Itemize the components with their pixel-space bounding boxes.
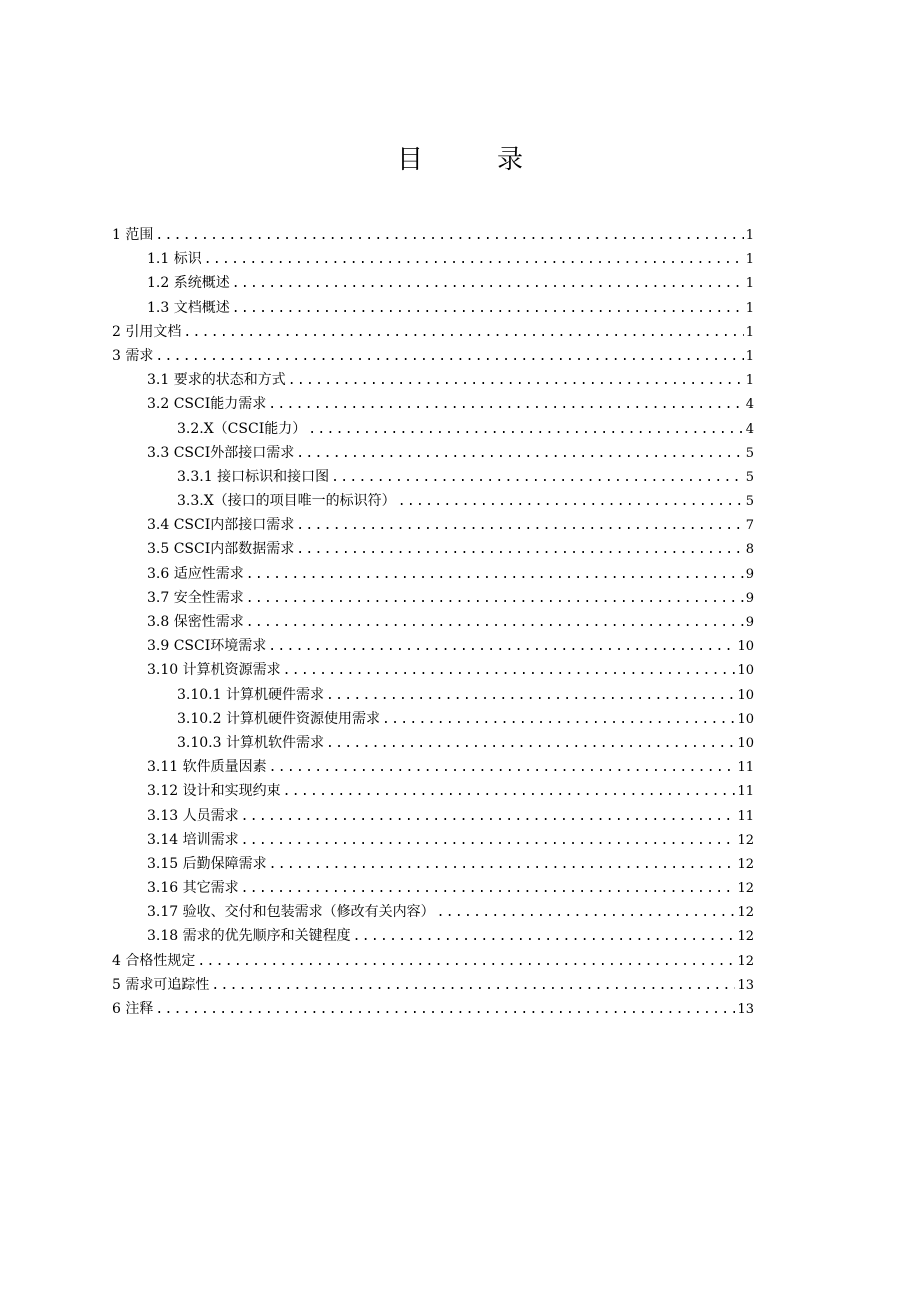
toc-entry-title: 3.10 计算机资源需求 — [147, 662, 281, 679]
toc-dot-leader — [283, 780, 736, 804]
toc-entry[interactable] — [112, 296, 754, 320]
toc-entry-page-number: 10 — [737, 639, 754, 655]
toc-entry[interactable] — [112, 804, 754, 828]
toc-entry-title: 3.10.1 计算机硬件需求 — [177, 686, 324, 703]
toc-entry-title: 3.3.X（接口的项目唯一的标识符） — [177, 493, 396, 510]
toc-entry-title: 3.14 培训需求 — [147, 831, 239, 848]
toc-entry-title: 3.12 设计和实现约束 — [147, 783, 281, 800]
toc-entry-page-number: 1 — [745, 348, 754, 364]
toc-dot-leader — [269, 853, 736, 877]
toc-entry[interactable] — [112, 247, 754, 271]
toc-entry-page-number: 4 — [745, 421, 754, 437]
toc-dot-leader — [296, 538, 743, 562]
toc-entry-title: 3.6 适应性需求 — [147, 565, 244, 582]
toc-entry-title: 3.17 验收、交付和包装需求（修改有关内容） — [147, 904, 435, 921]
toc-dot-leader — [246, 563, 744, 587]
toc-dot-leader — [155, 998, 735, 1022]
toc-entry-title: 3.5 CSCI内部数据需求 — [147, 541, 295, 558]
toc-entry-title: 3 需求 — [112, 347, 154, 364]
toc-entry-title: 1 范围 — [112, 227, 154, 243]
toc-dot-leader — [269, 756, 736, 780]
toc-entry-title: 1.1 标识 — [147, 251, 202, 268]
toc-entry-title: 3.3.1 接口标识和接口图 — [177, 468, 330, 485]
toc-entry[interactable] — [112, 973, 754, 997]
toc-dot-leader — [296, 442, 743, 466]
toc-entry-page-number: 12 — [737, 856, 754, 872]
toc-entry-title: 3.10.2 计算机硬件资源使用需求 — [177, 710, 380, 727]
toc-entry-page-number: 12 — [737, 832, 754, 848]
toc-entry-page-number: 1 — [745, 324, 754, 340]
toc-entry-title: 3.7 安全性需求 — [147, 589, 244, 606]
toc-entry[interactable] — [112, 271, 754, 295]
toc-dot-leader — [326, 732, 735, 756]
toc-dot-leader — [398, 490, 744, 514]
toc-entry-page-number: 1 — [745, 276, 754, 292]
toc-entry-page-number: 13 — [737, 1002, 754, 1017]
toc-entry[interactable] — [112, 852, 754, 876]
toc-entry-title: 1.3 文档概述 — [147, 299, 230, 316]
page-title: 目 录 — [396, 145, 547, 175]
toc-entry-page-number: 8 — [745, 542, 754, 558]
table-of-contents — [112, 223, 754, 1021]
toc-entry-page-number: 4 — [745, 397, 754, 413]
toc-entry[interactable] — [112, 513, 754, 537]
toc-entry[interactable] — [112, 344, 754, 368]
toc-entry[interactable] — [112, 489, 754, 513]
toc-entry-page-number: 9 — [745, 615, 754, 630]
toc-dot-leader — [353, 925, 736, 949]
toc-entry-page-number: 12 — [737, 905, 754, 921]
toc-entry[interactable] — [112, 465, 754, 489]
toc-entry-page-number: 10 — [737, 711, 754, 727]
toc-entry-title: 3.4 CSCI内部接口需求 — [147, 517, 295, 534]
toc-entry-page-number: 1 — [745, 228, 754, 243]
toc-entry-title: 3.1 要求的状态和方式 — [147, 372, 286, 389]
toc-entry-page-number: 9 — [745, 590, 754, 606]
toc-dot-leader — [204, 248, 744, 272]
toc-entry-page-number: 1 — [745, 373, 754, 389]
toc-entry-title: 1.2 系统概述 — [147, 275, 230, 292]
toc-entry[interactable] — [112, 779, 754, 803]
toc-dot-leader — [382, 708, 735, 732]
toc-entry-page-number: 10 — [737, 663, 754, 679]
toc-entry-page-number: 11 — [737, 808, 754, 824]
toc-entry-page-number: 11 — [737, 760, 754, 776]
toc-entry[interactable] — [112, 997, 754, 1021]
toc-entry-title: 3.2.X（CSCI能力） — [177, 420, 307, 437]
toc-entry-title: 6 注释 — [112, 1001, 154, 1017]
toc-dot-leader — [268, 635, 735, 659]
toc-entry-page-number: 5 — [745, 469, 754, 485]
toc-dot-leader — [288, 369, 744, 393]
toc-dot-leader — [232, 272, 744, 296]
toc-entry[interactable] — [112, 610, 754, 634]
toc-entry[interactable] — [112, 586, 754, 610]
toc-entry[interactable] — [112, 223, 754, 247]
toc-entry-page-number: 12 — [737, 881, 754, 897]
toc-dot-leader — [296, 514, 743, 538]
toc-entry[interactable] — [112, 924, 754, 948]
toc-entry-title: 3.11 软件质量因素 — [147, 759, 267, 776]
toc-entry[interactable] — [112, 537, 754, 561]
toc-entry-title: 3.8 保密性需求 — [147, 614, 244, 630]
toc-entry[interactable] — [112, 707, 754, 731]
toc-entry-title: 3.15 后勤保障需求 — [147, 855, 267, 872]
toc-dot-leader — [232, 297, 744, 321]
toc-entry-title: 4 合格性规定 — [112, 952, 196, 969]
toc-entry-page-number: 9 — [745, 566, 754, 582]
toc-entry[interactable] — [112, 392, 754, 416]
toc-entry[interactable] — [112, 368, 754, 392]
toc-entry[interactable] — [112, 755, 754, 779]
toc-dot-leader — [211, 974, 735, 998]
toc-entry[interactable] — [112, 949, 754, 973]
toc-entry[interactable] — [112, 683, 754, 707]
toc-entry[interactable] — [112, 441, 754, 465]
toc-entry-page-number: 12 — [737, 953, 754, 969]
toc-dot-leader — [155, 345, 743, 369]
toc-dot-leader — [326, 684, 735, 708]
toc-entry-page-number: 1 — [745, 300, 754, 316]
toc-dot-leader — [246, 587, 744, 611]
toc-entry[interactable] — [112, 828, 754, 852]
toc-dot-leader — [268, 393, 743, 417]
toc-entry-page-number: 11 — [737, 784, 754, 800]
toc-entry-page-number: 7 — [745, 518, 754, 534]
toc-entry-page-number: 13 — [737, 977, 754, 993]
toc-entry[interactable] — [112, 634, 754, 658]
toc-entry-title: 3.10.3 计算机软件需求 — [177, 734, 324, 751]
toc-entry[interactable] — [112, 658, 754, 682]
toc-entry[interactable] — [112, 562, 754, 586]
toc-entry[interactable] — [112, 876, 754, 900]
toc-dot-leader — [183, 321, 743, 345]
toc-entry[interactable] — [112, 731, 754, 755]
toc-entry[interactable] — [112, 900, 754, 924]
toc-entry-title: 3.2 CSCI能力需求 — [147, 396, 267, 413]
toc-entry-title: 3.13 人员需求 — [147, 807, 239, 824]
toc-dot-leader — [246, 611, 744, 635]
toc-dot-leader — [241, 877, 736, 901]
toc-entry-title: 2 引用文档 — [112, 323, 182, 340]
toc-dot-leader — [155, 224, 743, 248]
toc-entry-title: 3.18 需求的优先顺序和关键程度 — [147, 928, 351, 945]
toc-entry-page-number: 5 — [745, 445, 754, 461]
toc-entry-title: 3.9 CSCI环境需求 — [147, 638, 267, 655]
toc-dot-leader — [331, 466, 744, 490]
toc-entry[interactable] — [112, 320, 754, 344]
toc-entry-title: 3.3 CSCI外部接口需求 — [147, 444, 295, 461]
toc-entry[interactable] — [112, 417, 754, 441]
toc-dot-leader — [437, 901, 736, 925]
toc-entry-page-number: 1 — [745, 252, 754, 268]
toc-entry-title: 5 需求可追踪性 — [112, 976, 210, 993]
toc-dot-leader — [197, 950, 735, 974]
toc-dot-leader — [283, 659, 736, 683]
toc-dot-leader — [241, 805, 736, 829]
toc-entry-page-number: 12 — [737, 929, 754, 945]
toc-dot-leader — [308, 418, 743, 442]
toc-entry-title: 3.16 其它需求 — [147, 880, 239, 897]
toc-entry-page-number: 10 — [737, 687, 754, 703]
toc-dot-leader — [241, 829, 736, 853]
toc-entry-page-number: 5 — [745, 494, 754, 510]
toc-entry-page-number: 10 — [737, 735, 754, 751]
